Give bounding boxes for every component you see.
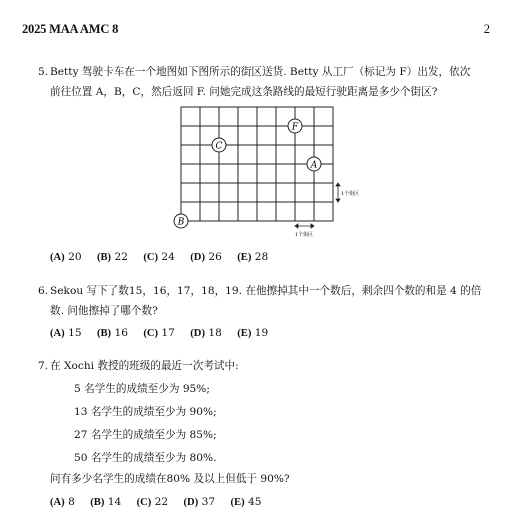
question-number: 6. (38, 285, 49, 297)
choice-a[interactable]: (A) 15 (50, 327, 82, 339)
choice-a[interactable]: (A) 20 (50, 251, 82, 263)
stem-line-1: Sekou 写下了数15，16，17，18，19. 在他擦掉其中一个数后，剩余四个数的和是 4 的倍 (50, 285, 482, 297)
vertical-scale-label: 1个街区 (341, 191, 360, 197)
choice-c[interactable]: (C) 17 (143, 327, 175, 339)
contest-title: 2025 MAA AMC 8 (22, 22, 119, 36)
question-7-ask: 问有多少名学生的成绩在80% 及以上但低于 90%? (50, 473, 290, 485)
point-a-label: A (310, 160, 318, 171)
answer-choices-q6 (50, 327, 280, 339)
condition-2: 13 名学生的成绩至少为 90%; (74, 406, 217, 418)
choice-c[interactable]: (C) 24 (143, 251, 175, 263)
horizontal-scale-bar (295, 224, 314, 228)
answer-choices-q5 (50, 251, 280, 263)
point-c-marker (212, 138, 226, 152)
stem-line-2: 数. 问他擦掉了哪个数? (50, 305, 158, 317)
choice-e[interactable]: (E) 28 (237, 251, 269, 263)
stem-line-2: 前往位置 A，B，C，然后返回 F. 问她完成这条路线的最短行驶距离是多少个街区? (50, 86, 438, 98)
question-stem (50, 281, 484, 321)
question-number: 5. (38, 66, 49, 78)
point-f-marker (288, 119, 302, 133)
condition-4: 50 名学生的成绩至少为 80%. (74, 452, 217, 464)
choice-c[interactable]: (C) 22 (136, 496, 169, 508)
choice-e[interactable]: (E) 45 (230, 496, 262, 508)
question-stem: 在 Xochi 教授的班级的最近一次考试中: (50, 360, 239, 372)
vertical-scale-bar (336, 183, 340, 202)
point-a-marker (307, 157, 321, 171)
answer-choices-q7 (50, 496, 273, 508)
condition-1: 5 名学生的成绩至少为 95%; (74, 383, 210, 395)
choice-b[interactable]: (B) 14 (90, 496, 122, 508)
choice-d[interactable]: (D) 37 (183, 496, 216, 508)
stem-line-1: Betty 驾驶卡车在一个地图如下图所示的街区送货. Betty 从工厂（标记为 F）出发，依次 (50, 66, 471, 78)
condition-3: 27 名学生的成绩至少为 85%; (74, 429, 217, 441)
point-b-marker (174, 214, 188, 228)
horizontal-scale-label: 1个街区 (295, 232, 314, 238)
choice-d[interactable]: (D) 18 (190, 327, 222, 339)
choice-b[interactable]: (B) 16 (96, 327, 128, 339)
point-f-label: F (291, 122, 299, 133)
page-number: 2 (483, 22, 490, 36)
choice-a[interactable]: (A) 8 (50, 496, 75, 508)
point-b-label: B (177, 217, 185, 228)
choice-d[interactable]: (D) 26 (190, 251, 222, 263)
choice-e[interactable]: (E) 19 (237, 327, 269, 339)
choice-b[interactable]: (B) 22 (96, 251, 128, 263)
question-number: 7. (38, 360, 49, 372)
question-6 (38, 281, 484, 321)
question-7 (38, 356, 484, 376)
point-c-label: C (215, 141, 223, 152)
